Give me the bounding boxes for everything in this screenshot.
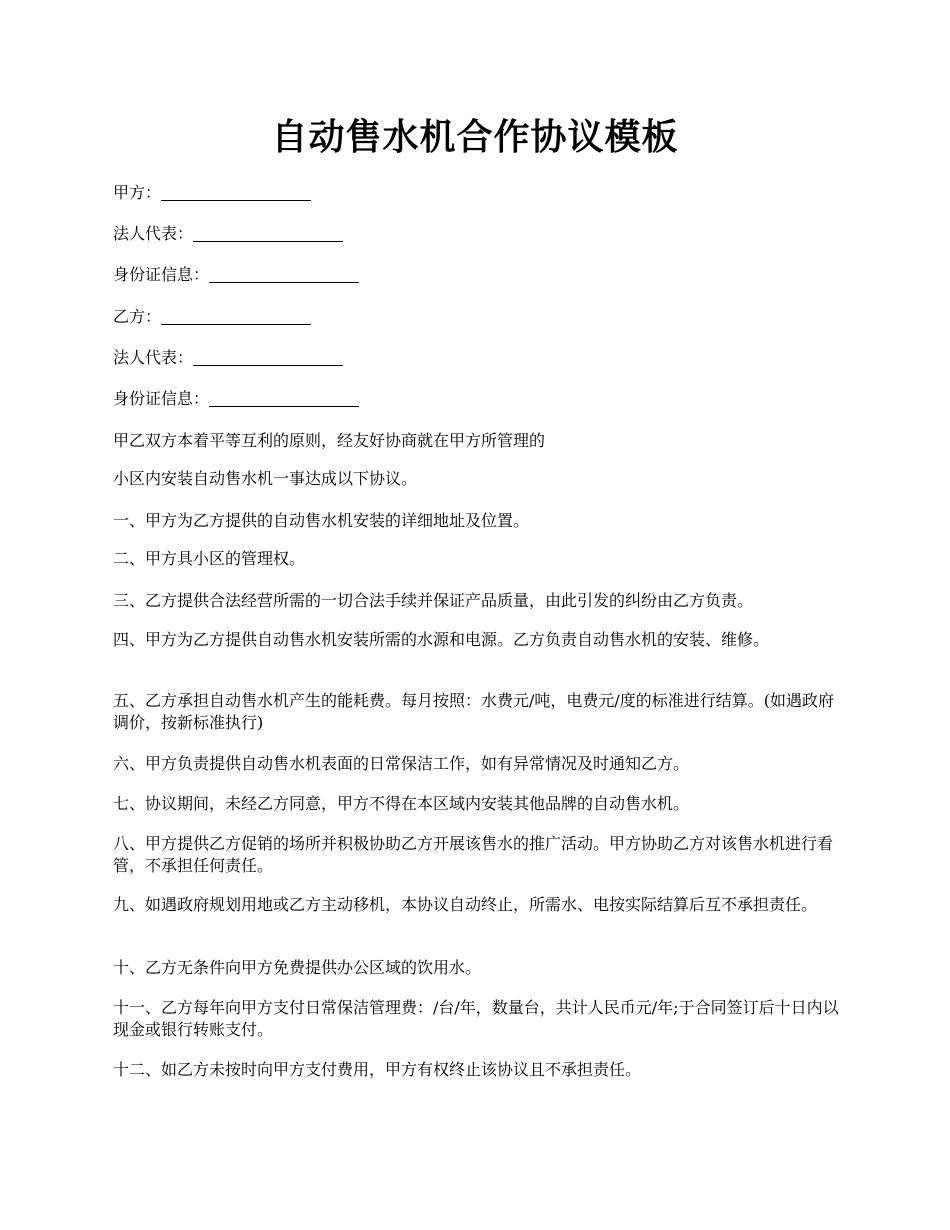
clause-paragraph: 三、乙方提供合法经营所需的一切合法手续并保证产品质量，由此引发的纠纷由乙方负责。: [113, 591, 754, 610]
clause-paragraph: 五、乙方承担自动售水机产生的能耗费。每月按照：水费元/吨，电费元/度的标准进行结算。(如遇政府调价，按新标准执行): [113, 691, 835, 732]
clause-paragraph: 十二、如乙方未按时向甲方支付费用，甲方有权终止该协议且不承担责任。: [113, 1060, 642, 1079]
clause-paragraph: 十一、乙方每年向甲方支付日常保洁管理费：/台/年，数量台，共计人民币元/年;于合同签订后十日内以现金或银行转账支付。: [113, 998, 839, 1039]
clause-paragraph: 七、协议期间，未经乙方同意，甲方不得在本区域内安装其他品牌的自动售水机。: [113, 794, 690, 813]
clause-paragraph: 四、甲方为乙方提供自动售水机安装所需的水源和电源。乙方负责自动售水机的安装、维修。: [113, 630, 770, 649]
party-a-label: 甲方：: [113, 183, 162, 202]
clause-paragraph: 二、甲方具小区的管理权。: [113, 549, 306, 568]
party-a-rep-field: [113, 223, 343, 245]
party-a-field: [113, 182, 311, 204]
party-a-id-label: 身份证信息：: [113, 265, 210, 284]
party-b-id-label: 身份证信息：: [113, 389, 210, 408]
party-a-rep-label: 法人代表：: [113, 224, 194, 243]
party-a-id-blank: [209, 266, 359, 283]
party-b-rep-field: [113, 347, 343, 369]
party-a-id-field: [113, 264, 359, 286]
clause-paragraph: 六、甲方负责提供自动售水机表面的日常保洁工作，如有异常情况及时通知乙方。: [113, 754, 690, 773]
party-b-id-field: [113, 388, 359, 410]
clause-paragraph: 九、如遇政府规划用地或乙方主动移机，本协议自动终止，所需水、电按实际结算后互不承担责任。: [113, 895, 818, 914]
clause-paragraph: 八、甲方提供乙方促销的场所并积极协助乙方开展该售水的推广活动。甲方协助乙方对该售水机进行看管，不承担任何责任。: [113, 834, 834, 875]
party-b-field: [113, 306, 311, 328]
intro-line: 小区内安装自动售水机一事达成以下协议。: [113, 469, 418, 488]
party-a-blank: [161, 184, 311, 201]
document-title: 自动售水机合作协议模板: [271, 116, 679, 158]
party-b-blank: [161, 308, 311, 325]
party-b-rep-blank: [193, 349, 343, 366]
clause-paragraph: 十、乙方无条件向甲方免费提供办公区域的饮用水。: [113, 958, 482, 977]
party-a-rep-blank: [193, 225, 343, 242]
party-b-label: 乙方：: [113, 307, 162, 326]
party-b-id-blank: [209, 390, 359, 407]
intro-line: 甲乙双方本着平等互利的原则，经友好协商就在甲方所管理的: [113, 431, 546, 450]
clause-paragraph: 一、甲方为乙方提供的自动售水机安装的详细地址及位置。: [113, 511, 530, 530]
party-b-rep-label: 法人代表：: [113, 348, 194, 367]
